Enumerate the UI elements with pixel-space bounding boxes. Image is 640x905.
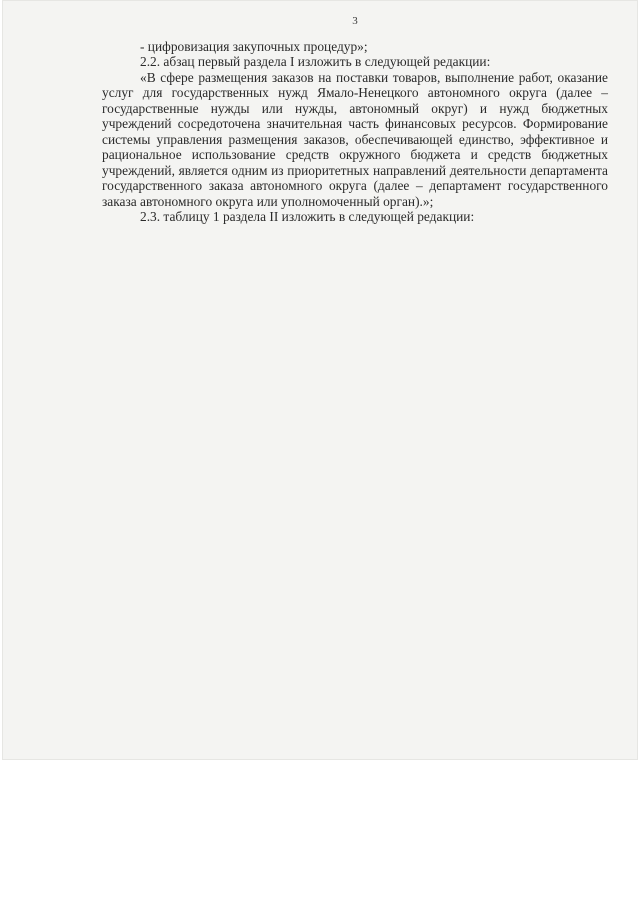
document-body: [102, 14, 608, 225]
paper-sheet: [2, 0, 638, 760]
blank-margin: [0, 760, 640, 905]
page-number: 3: [352, 15, 358, 27]
paragraph-2-3: 2.3. таблицу 1 раздела II изложить в следующей редакции:: [140, 209, 475, 224]
paragraph-2-2: 2.2. абзац первый раздела I изложить в следующей редакции:: [140, 54, 491, 69]
paragraph-quoted-section: «В сфере размещения заказов на поставки товаров, выполнение работ, оказание услуг для государственных нужд Ямало-Ненецкого автономного округа (далее – государственные нужды или нужды, автономный округ) и нужд бюджетных учреждений сосредоточена значительная часть финансовых ресурсов. Формирование системы управления размещения заказов, обеспечивающей единство, эффективное и рациональное использование средств окружного бюджета и средств бюджетных учреждений, является одним из приоритетных направлений деятельности департамента государственного заказа автономного округа (далее – департамент государственного заказа автономного округа или уполномоченный орган).»;: [102, 69, 608, 209]
paragraph-digitalization: - цифровизация закупочных процедур»;: [140, 38, 368, 54]
